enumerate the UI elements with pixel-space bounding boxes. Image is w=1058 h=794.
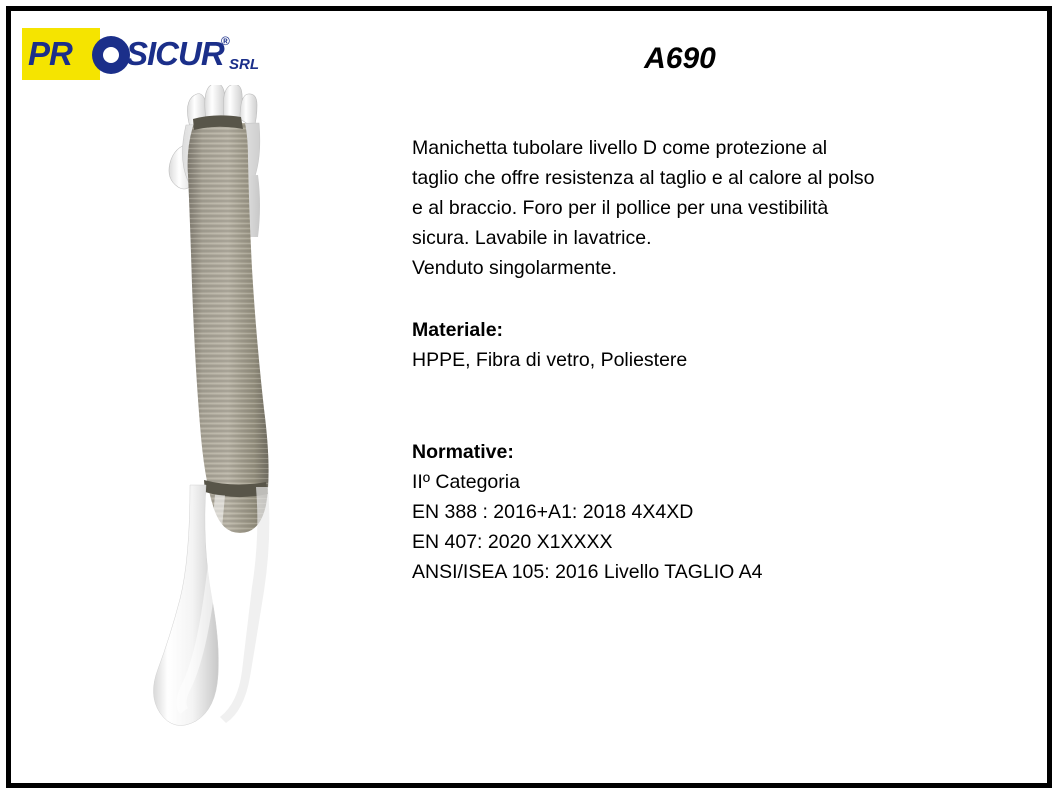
standard-line-en407: EN 407: 2020 X1XXXX — [412, 531, 613, 553]
standard-line-en388: EN 388 : 2016+A1: 2018 4X4XD — [412, 501, 694, 523]
standards-heading: Normative: — [412, 441, 514, 463]
spacer-after-description — [412, 283, 992, 315]
logo-circle-inner-icon — [103, 47, 119, 63]
description-line-1: Manichetta tubolare livello D come protezione al — [412, 137, 828, 159]
material-value: HPPE, Fibra di vetro, Poliestere — [412, 349, 688, 371]
logo-sicur-text: SICUR — [126, 35, 224, 72]
description-line-2: taglio che offre resistenza al taglio e al calore al polso — [412, 167, 875, 189]
page-title: A690 — [644, 42, 716, 75]
description-line-5: Venduto singolarmente. — [412, 257, 617, 279]
material-heading: Materiale: — [412, 319, 504, 341]
spacer-after-material — [412, 375, 992, 437]
registered-mark-icon: ® — [221, 34, 230, 48]
logo-circle-icon — [92, 36, 130, 74]
mannequin-arm-illustration — [120, 85, 350, 745]
standard-line-category: IIº Categoria — [412, 471, 520, 493]
product-description-block — [412, 133, 992, 587]
standard-line-ansi: ANSI/ISEA 105: 2016 Livello TAGLIO A4 — [412, 561, 763, 583]
logo-pro-text: PR — [28, 35, 72, 72]
logo-srl-text: SRL — [229, 56, 259, 73]
description-line-3: e al braccio. Foro per il pollice per una vestibilità — [412, 197, 829, 219]
prosicur-logo — [22, 28, 259, 80]
product-photo — [120, 85, 350, 745]
description-line-4: sicura. Lavabile in lavatrice. — [412, 227, 652, 249]
